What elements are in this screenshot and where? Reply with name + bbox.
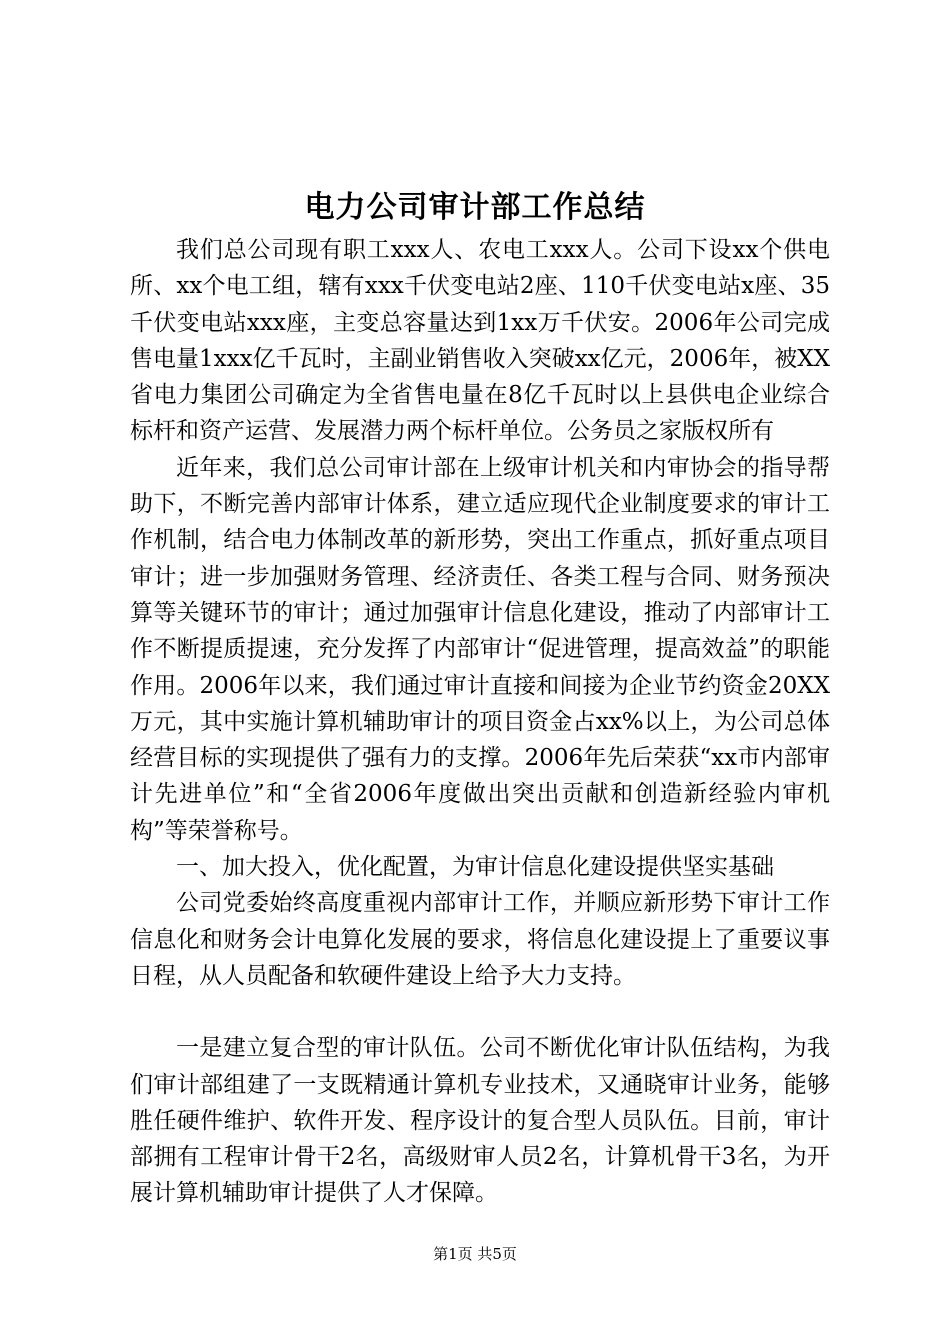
section-heading-investment: 一、加大投入，优化配置，为审计信息化建设提供坚实基础 (176, 854, 774, 881)
paragraph-audit-team: 一是建立复合型的审计队伍。公司不断优化审计队伍结构，为我们审计部组建了一支既精通计算机专业技术，又通晓审计业务，能够胜任硬件维护、软件开发、程序设计的复合型人员队伍。目前，审计部拥有工程审计骨干2名，高级财审人员2名，计算机骨干3名，为开展计算机辅助审计提供了人才保障。 (130, 1035, 830, 1207)
document-body (130, 232, 830, 1212)
document-title: 电力公司审计部工作总结 (304, 190, 646, 225)
paragraph-audit-achievements: 近年来，我们总公司审计部在上级审计机关和内审协会的指导帮助下，不断完善内部审计体系，建立适应现代企业制度要求的审计工作机制，结合电力体制改革的新形势，突出工作重点，抓好重点项目审计；进一步加强财务管理、经济责任、各类工程与合同、财务预决算等关键环节的审计；通过加强审计信息化建设，推动了内部审计工作不断提质提速，充分发挥了内部审计“促进管理，提高效益”的职能作用。2006年以来，我们通过审计直接和间接为企业节约资金20XX万元，其中实施计算机辅助审计的项目资金占xx%以上，为公司总体经营目标的实现提供了强有力的支撑。2006年先后荣获“xx市内部审计先进单位”和“全省2006年度做出突出贡献和创造新经验内审机构”等荣誉称号。 (130, 454, 830, 844)
paragraph-company-overview: 我们总公司现有职工xxx人、农电工xxx人。公司下设xx个供电所、xx个电工组，辖有xxx千伏变电站2座、110千伏变电站x座、35千伏变电站xxx座，主变总容量达到1xx万千伏安。2006年公司完成售电量1xxx亿千瓦时，主副业销售收入突破xx亿元，2006年，被XX省电力集团公司确定为全省售电量在8亿千瓦时以上县供电企业综合标杆和资产运营、发展潜力两个标杆单位。公务员之家版权所有 (130, 237, 830, 445)
paragraph-party-support: 公司党委始终高度重视内部审计工作，并顺应新形势下审计工作信息化和财务会计电算化发展的要求，将信息化建设提上了重要议事日程，从人员配备和软硬件建设上给予大力支持。 (130, 890, 830, 989)
page-number-footer: 第1页 共5页 (433, 1245, 517, 1263)
